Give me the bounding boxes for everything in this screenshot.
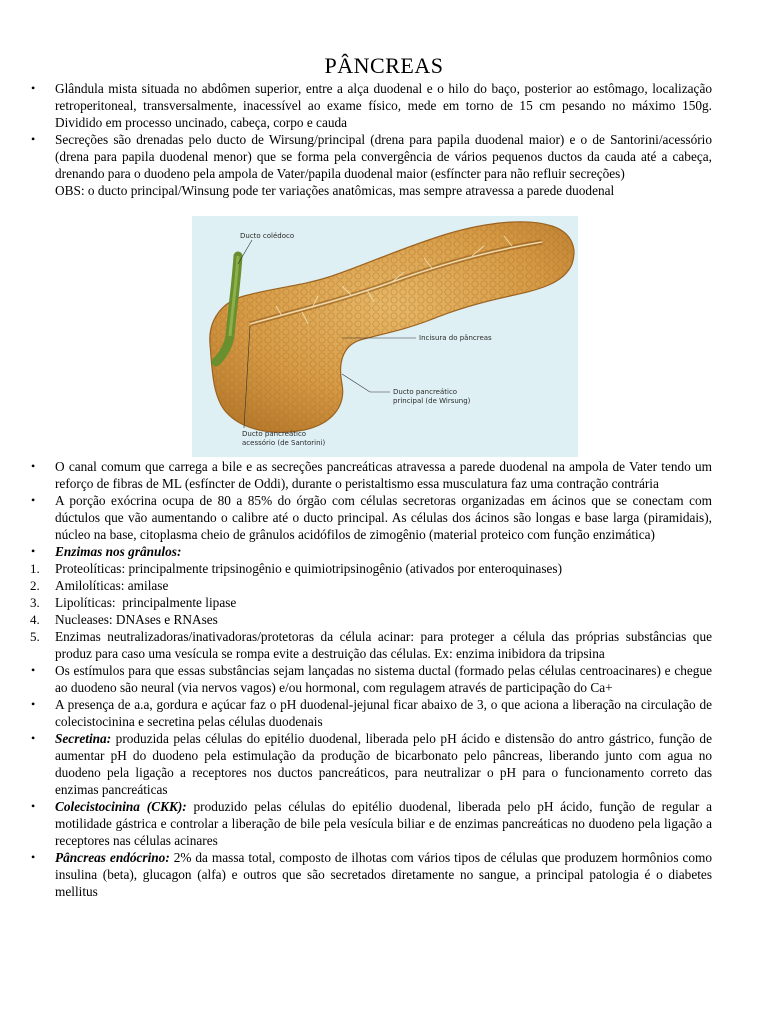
bullet-marker: • [31,132,36,146]
bullet-marker: • [31,663,36,677]
bullet-marker: • [31,493,36,507]
bullet-marker: • [31,799,36,813]
number-marker: 3. [30,595,40,610]
paragraph-text: A presença de a.a, gordura e açúcar faz o pH duodenal-jejunal ficar abaixo de 3, o que aciona a liberação na circulação de colecistocinina e secretina pelas células duodenais [55,697,712,729]
list-item [0,560,768,577]
paragraph-text: Lipolíticas: principalmente lipase [55,595,237,610]
pancreas-diagram [192,216,578,457]
list-item [0,543,768,560]
paragraph-text: Amilolíticas: amilase [55,578,169,593]
list-item [0,594,768,611]
details-list [0,458,768,900]
svg-text:acessório (de Santorini): acessório (de Santorini) [242,439,326,447]
pancreas-illustration [192,216,578,457]
svg-text:Ducto pancreático: Ducto pancreático [242,430,307,438]
label-incisura: Incisura do pâncreas [419,334,492,342]
list-item [0,730,768,798]
svg-text:Ducto pancreático: Ducto pancreático [393,388,458,396]
paragraph-text: Os estímulos para que essas substâncias sejam lançadas no sistema ductal (formado pelas células centroacinares) e chegue ao duodeno são neural (via nervos vagos) e/ou hormonal, com regulagem através de participação do Ca+ [55,663,712,695]
list-item [0,849,768,900]
bullet-marker: • [31,731,36,745]
bullet-marker: • [31,81,36,95]
list-item [0,458,768,492]
intro-list [0,80,768,199]
list-item [0,131,768,182]
bullet-marker: • [31,459,36,473]
paragraph-text: Secreções são drenadas pelo ducto de Wirsung/principal (drena para papila duodenal maior) e o de Santorini/acessório (drena para papila duodenal menor) que se forma pela convergência de vários pequenos ductos da cauda até a cabeça, drenando para o duodeno pela ampola de Vater/papila duodenal maior (esfíncter para não refluir secreções) [55,132,712,181]
page-title: PÂNCREAS [324,53,444,78]
paragraph-text: Pâncreas endócrino: 2% da massa total, composto de ilhotas com vários tipos de células que produzem hormônios como insulina (beta), glucagon (alfa) e outros que são secretados diretamente no sangue, a principal patologia é o diabetes mellitus [55,850,712,899]
paragraph-text: Nucleases: DNAses e RNAses [55,612,218,627]
number-marker: 1. [30,561,40,576]
paragraph-text: Glândula mista situada no abdômen superior, entre a alça duodenal e o hilo do baço, posterior ao estômago, localização retroperitoneal, transversalmente, inacessível ao exame físico, mede em torno de 15 cm pesando no máximo 150g. Dividido em processo uncinado, cabeça, corpo e cauda [55,81,712,130]
list-item [0,662,768,696]
obs-note: OBS: o ducto principal/Winsung pode ter variações anatômicas, mas sempre atravessa a parede duodenal [55,183,615,198]
list-item [0,80,768,131]
paragraph-text: Enzimas neutralizadoras/inativadoras/protetoras da célula acinar: para proteger a célula das próprias substâncias que produz para caso uma vesícula se rompa evite a destruição das células. Ex: enzima inibidora da tripsina [55,629,712,661]
list-item [0,696,768,730]
paragraph-text: O canal comum que carrega a bile e as secreções pancreáticas atravessa a parede duodenal na ampola de Vater tendo um reforço de fibras de ML (esfíncter de Oddi), durante o peristaltismo essa musculatura faz uma contração contrária [55,459,712,491]
list-item [0,798,768,849]
list-item [0,628,768,662]
list-item [0,492,768,543]
paragraph-text: Secretina: produzida pelas células do epitélio duodenal, liberada pelo pH ácido e distensão do antro gástrico, função de aumentar pH do duodeno pela estimulação da produção de bicarbonato pelo pâncreas, liberando junto com agua no duodeno pela ligação a receptores nos ductos pancreáticos, para neutralizar o pH para o funcionamento correto das enzimas pancreáticas [55,731,712,797]
paragraph-text: Colecistocinina (CKK): produzido pelas células do epitélio duodenal, liberada pelo pH ácido, função de regular a motilidade gástrica e controlar a liberação de bile pela vesícula biliar e de enzimas pancreáticas no duodeno pela ligação a receptores nas células acinares [55,799,713,848]
bullet-marker: • [31,544,36,558]
svg-text:principal (de Wirsung): principal (de Wirsung) [393,397,471,405]
bullet-marker: • [31,850,36,864]
number-marker: 2. [30,578,40,593]
paragraph-text: Proteolíticas: principalmente tripsinogênio e quimiotripsinogênio (ativados por enteroquinases) [55,561,563,576]
bullet-marker: • [31,697,36,711]
paragraph-text: A porção exócrina ocupa de 80 a 85% do órgão com células secretoras organizadas em ácinos que se conectam com dúctulos que vão aumentando o calibre até o ducto principal. As células dos ácinos são longas e base larga (piramidais), núcleo na base, citoplasma cheio de grânulos acidófilos de zimogênio (material proteico com função enzimática) [55,493,712,542]
section-heading: Enzimas nos grânulos: [55,544,182,559]
number-marker: 5. [30,629,40,644]
label-coledoco: Ducto colédoco [240,232,295,240]
list-item [0,577,768,594]
list-item [0,611,768,628]
number-marker: 4. [30,612,40,627]
